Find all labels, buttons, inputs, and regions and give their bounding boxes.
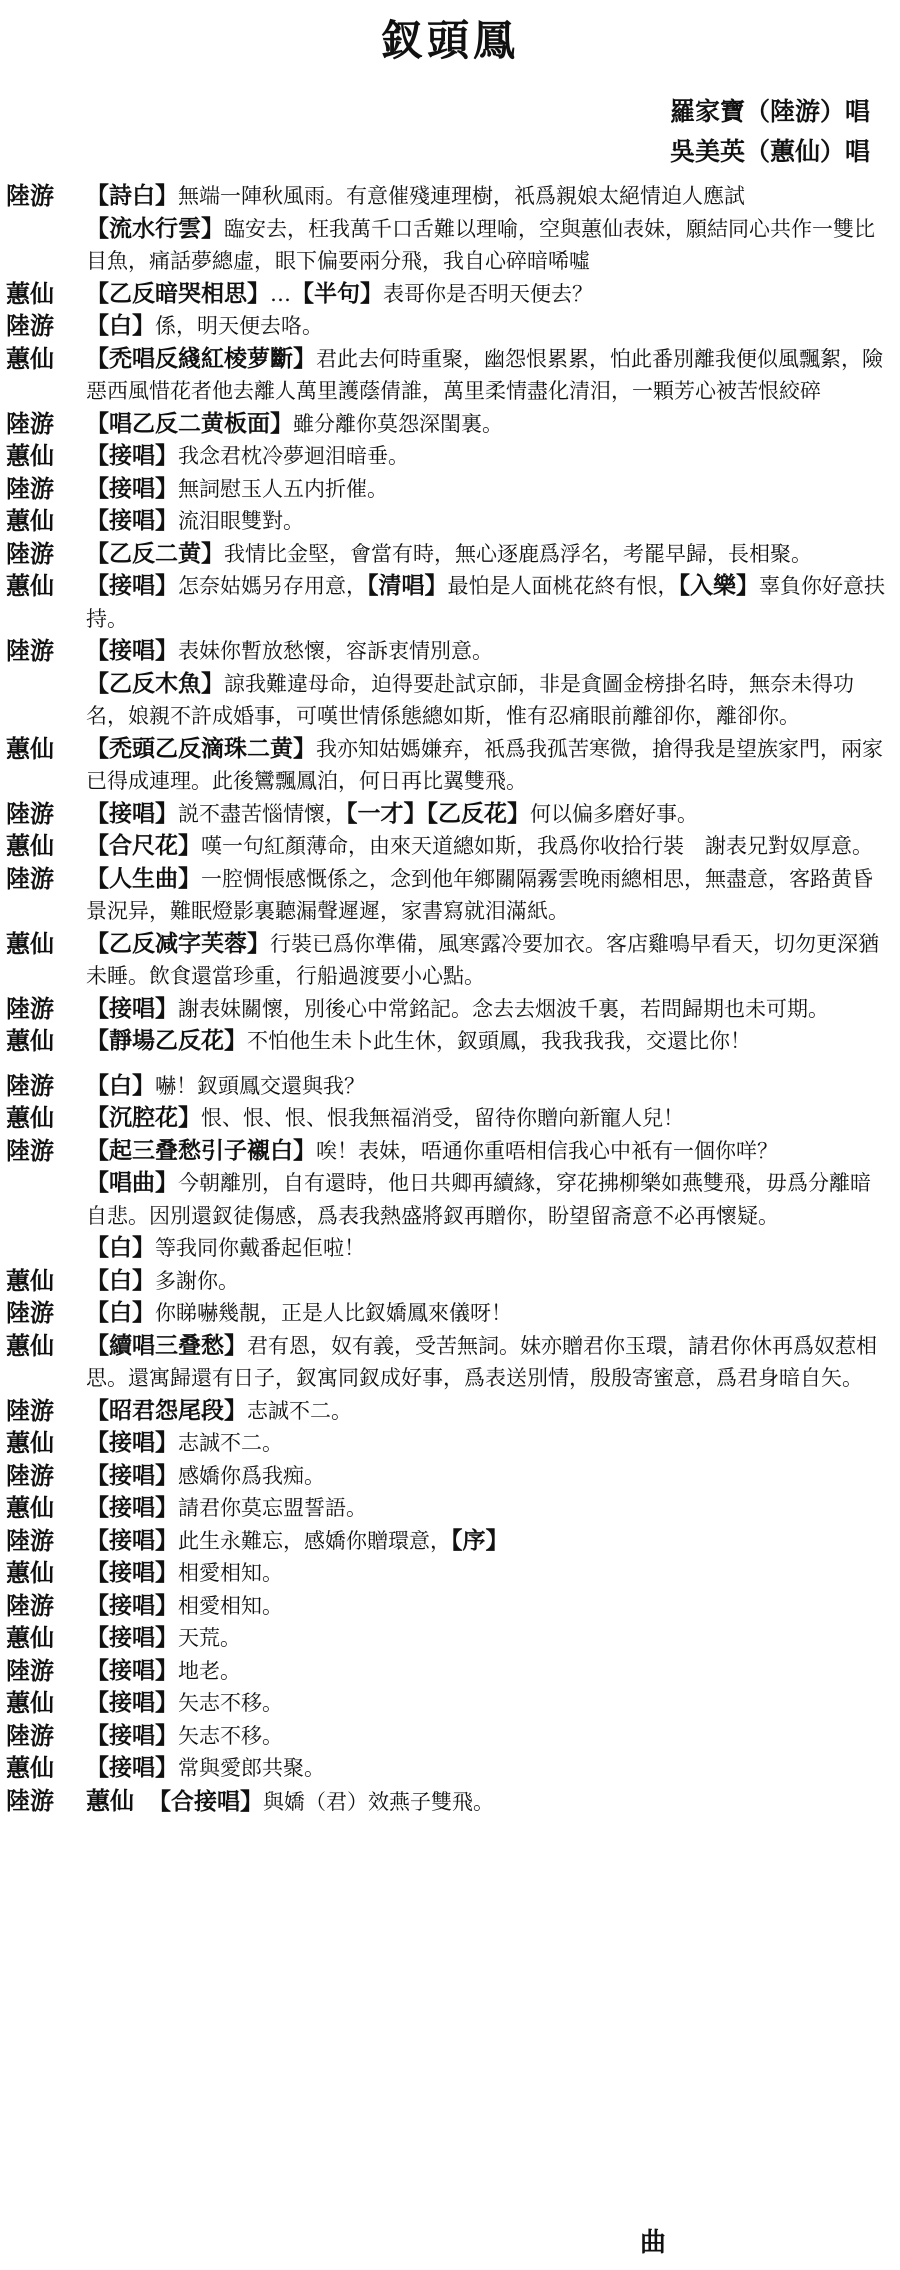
speaker-name: 蕙仙 xyxy=(6,506,54,535)
tune-tag: 【接唱】 xyxy=(86,1624,178,1651)
line-body xyxy=(86,1102,890,1135)
tune-tag: 【接唱】 xyxy=(86,1721,178,1749)
lyric-text: 與嬌（君）效燕子雙飛。 xyxy=(263,1789,494,1814)
speaker-name: 陸游 xyxy=(6,1298,54,1327)
tune-tag: 【一才】 xyxy=(346,799,427,827)
speaker-name: 陸游 xyxy=(6,1135,54,1165)
speaker-name: 陸游 xyxy=(6,473,54,503)
script-line xyxy=(6,538,890,571)
lyric-text: 你睇嚇幾靚，正是人比釵嬌鳳來儀呀！ xyxy=(155,1301,512,1325)
speaker-name: 蕙仙 xyxy=(6,1428,54,1457)
script-body xyxy=(6,180,890,1818)
lyric-text: 無詞慰玉人五内折催。 xyxy=(178,476,388,501)
tune-tag: 【接唱】 xyxy=(86,1689,178,1716)
lyric-text: 地老。 xyxy=(178,1658,241,1683)
line-body xyxy=(86,1590,890,1623)
script-line xyxy=(6,1720,890,1753)
line-body xyxy=(86,1427,890,1460)
lyric-text: 常與愛郎共聚。 xyxy=(178,1756,325,1780)
tune-tag: 【乙反木魚】 xyxy=(86,669,224,697)
credit-line: 吳美英（蕙仙）唱 xyxy=(669,137,870,166)
lyric-text: 矢志不移。 xyxy=(178,1723,283,1748)
line-body xyxy=(86,310,890,343)
lyric-text: 嚇！釵頭鳳交還與我？ xyxy=(155,1073,365,1098)
tune-tag: 【接唱】 xyxy=(86,994,178,1022)
page-title: 釵頭鳳 xyxy=(380,16,519,65)
tune-tag: 【唱曲】 xyxy=(86,1169,178,1196)
script-line xyxy=(6,180,890,213)
tune-tag: 【續唱三叠愁】 xyxy=(86,1331,247,1359)
tune-tag: 【起三叠愁引子襯白】 xyxy=(86,1136,316,1164)
line-body xyxy=(86,1752,890,1785)
speaker-name: 陸游 xyxy=(6,636,54,665)
tune-tag: 【接唱】 xyxy=(86,1461,178,1489)
line-body xyxy=(86,505,890,538)
lyric-text: 説不盡苦惱情懷， xyxy=(178,801,346,826)
speaker-name: 蕙仙 xyxy=(6,1103,54,1132)
line-body xyxy=(86,440,890,473)
script-line xyxy=(6,1687,890,1720)
tune-tag: 【接唱】 xyxy=(86,1754,178,1781)
speaker-name: 蕙仙 xyxy=(6,1688,54,1717)
tune-tag: 【乙反花】 xyxy=(426,799,530,827)
lyric-text: 請君你莫忘盟誓語。 xyxy=(178,1496,367,1520)
lyric-text: 君此去何時重聚，幽怨恨累累，怕此番別離我便似風飄絮，險惡西風惜花者他去離人萬里護蔭倩誰，萬里柔情盡化清泪，一顆芳心被苦恨絞碎 xyxy=(86,346,883,403)
lyric-text: 表哥你是否明天便去？ xyxy=(383,281,593,306)
line-body xyxy=(86,1492,890,1525)
line-body xyxy=(86,1025,890,1058)
tune-tag: 【白】 xyxy=(86,1071,155,1099)
tune-tag: 【白】 xyxy=(86,1299,155,1326)
tune-tag: 【接唱】 xyxy=(86,572,178,599)
line-body xyxy=(86,1720,890,1753)
speaker-name: 蕙仙 xyxy=(6,1265,54,1295)
tune-tag: 【接唱】 xyxy=(86,1429,178,1456)
speaker-name: 陸游 xyxy=(6,538,54,568)
script-line xyxy=(6,1167,890,1232)
line-body xyxy=(86,278,890,311)
tune-tag: 【接唱】 xyxy=(86,1494,178,1521)
speaker-name: 蕙仙 xyxy=(6,831,54,860)
script-line xyxy=(6,505,890,538)
tune-tag: 【入樂】 xyxy=(678,572,759,599)
line-body xyxy=(86,1395,890,1428)
speaker-name: 陸游 xyxy=(6,1525,54,1555)
lyric-text: 君有恩，奴有義，受苦無詞。妹亦贈君你玉環，請君你休再爲奴惹相思。還寓歸還有日子，釵寓同釵成好事，爲表送別情，殷殷寄蜜意，爲君身暗自矢。 xyxy=(86,1333,877,1390)
script-line xyxy=(6,440,890,473)
speaker-name: 陸游 xyxy=(6,408,54,438)
script-line xyxy=(6,1785,890,1819)
tune-tag: 【接唱】 xyxy=(86,1559,178,1586)
script-line xyxy=(6,570,890,635)
tune-tag: 【唱乙反二黄板面】 xyxy=(86,409,293,437)
speaker-name: 蕙仙 xyxy=(6,1026,54,1055)
tune-tag: 【清唱】 xyxy=(367,572,448,599)
lyric-text: 我念君枕冷夢迴泪暗垂。 xyxy=(178,444,409,468)
tune-tag: 【接唱】 xyxy=(86,442,178,469)
script-line xyxy=(6,1525,890,1558)
speaker-name: 蕙仙 xyxy=(6,1623,54,1652)
lyric-text: 無端一陣秋風雨。有意催殘連理樹，祇爲親娘太絕情迫人應試 xyxy=(178,184,745,208)
script-line xyxy=(6,668,890,733)
script-line xyxy=(6,928,890,993)
tune-tag: 【合接唱】 xyxy=(148,1787,263,1815)
speaker-name: 陸游 xyxy=(6,1720,54,1750)
lyric-text: 嘆一句紅顏薄命，由來天道總如斯，我爲你收拾行裝 謝表兄對奴厚意。 xyxy=(201,834,873,858)
script-line xyxy=(6,993,890,1026)
tune-tag: 【禿頭乙反滴珠二黄】 xyxy=(86,734,316,762)
line-body xyxy=(86,668,890,733)
line-body xyxy=(86,473,890,506)
script-line xyxy=(6,1025,890,1058)
tune-tag: 【接唱】 xyxy=(86,474,178,502)
script-line xyxy=(6,1622,890,1655)
script-line xyxy=(6,408,890,441)
tune-tag: 【沉腔花】 xyxy=(86,1104,201,1131)
lyric-text: 今朝離別，自有還時，他日共卿再續緣，穿花拂柳樂如燕雙飛，毋爲分離暗自悲。因別還釵徒傷感，爲表我熱盛將釵再贈你，盼望留斋意不必再懷疑。 xyxy=(86,1171,871,1228)
credits-block xyxy=(670,92,870,172)
script-line xyxy=(6,863,890,928)
speaker-name: 蕙仙 xyxy=(6,571,54,600)
line-body xyxy=(86,538,890,571)
line-body xyxy=(86,1622,890,1655)
lyric-text: 謝表妹關懷，別後心中常銘記。念去去烟波千裏，若問歸期也未可期。 xyxy=(178,996,829,1021)
speaker-name: 蕙仙 xyxy=(6,1558,54,1587)
speaker-name: 蕙仙 xyxy=(6,441,54,470)
script-line xyxy=(6,1297,890,1330)
line-body xyxy=(86,570,890,635)
line-body xyxy=(86,1655,890,1688)
speaker-name: 陸游 xyxy=(6,1395,54,1425)
line-body xyxy=(86,408,890,441)
script-line xyxy=(6,798,890,831)
tune-tag: 【接唱】 xyxy=(86,637,178,664)
line-body xyxy=(86,1525,890,1558)
tune-tag: 【序】 xyxy=(451,1526,509,1554)
speaker-name: 蕙仙 xyxy=(6,343,54,373)
line-body xyxy=(86,1687,890,1720)
speaker-name: 陸游 xyxy=(6,863,54,893)
script-line xyxy=(6,473,890,506)
tune-tag: 【禿唱反綫紅棱萝斷】 xyxy=(86,344,316,372)
speaker-name: 陸游 xyxy=(6,1460,54,1490)
line-body xyxy=(86,830,890,863)
script-line xyxy=(6,1102,890,1135)
speaker-name: 陸游 xyxy=(6,1070,54,1100)
script-line xyxy=(6,1557,890,1590)
lyric-text: 表妹你暫放愁懷，容訴衷情別意。 xyxy=(178,639,493,663)
tune-tag: 【乙反暗哭相思】 xyxy=(86,279,270,307)
lyric-text: 一腔惆悵感慨係之，念到他年鄉關隔霧雲晚雨總相思，無盡意，客路黄昏景況异，難眠燈影裏聽漏聲遲遲，家書寫就泪滿紙。 xyxy=(86,866,873,923)
script-line xyxy=(6,1395,890,1428)
script-line xyxy=(6,830,890,863)
line-body xyxy=(86,213,890,278)
lyric-text: 我情比金堅，會當有時，無心逐鹿爲浮名，考罷早歸，長相聚。 xyxy=(224,541,812,566)
speaker-name: 陸游 xyxy=(6,181,54,210)
line-body xyxy=(86,1557,890,1590)
tune-tag: 【接唱】 xyxy=(86,507,178,534)
tune-tag: 【乙反二黄】 xyxy=(86,539,224,567)
lyric-text: 多謝你。 xyxy=(155,1268,239,1293)
line-body xyxy=(86,1167,890,1232)
speaker-name: 蕙仙 xyxy=(6,733,54,763)
line-body xyxy=(86,1297,890,1330)
lyric-text: 諒我難違母命，迫得要赴試京師，非是貪圖金榜掛名時，無奈未得功名，娘親不許成婚事，可嘆世情係態總如斯，惟有忍痛眼前離卻你，離卻你。 xyxy=(86,671,854,728)
script-line xyxy=(6,1070,890,1103)
lyric-text: 係，明天便去咯。 xyxy=(155,314,323,338)
script-line xyxy=(6,1655,890,1688)
tune-tag: 【接唱】 xyxy=(86,1591,178,1619)
lyric-text: 行裝已爲你準備，風寒露冷要加衣。客店雞鳴早看天，切勿更深猶未睡。飲食還當珍重，行船過渡要小心點。 xyxy=(86,931,879,988)
speaker-name: 陸游 xyxy=(6,311,54,340)
tune-tag: 【接唱】 xyxy=(86,1656,178,1684)
line-body xyxy=(86,1460,890,1493)
line-body xyxy=(86,1265,890,1298)
speaker-name: 陸游 xyxy=(6,798,54,828)
lyric-text: 怎奈姑媽另存用意， xyxy=(178,574,367,598)
line-body xyxy=(86,1330,890,1395)
speaker-name: 陸游 xyxy=(6,993,54,1023)
script-line xyxy=(6,733,890,798)
tune-tag: 【昭君怨尾段】 xyxy=(86,1396,247,1424)
line-body xyxy=(86,863,890,928)
tune-tag: 【人生曲】 xyxy=(86,864,201,892)
speaker-name: 蕙仙 xyxy=(6,928,54,958)
lyric-text: 天荒。 xyxy=(178,1626,241,1650)
tune-tag: 【白】 xyxy=(86,1234,155,1261)
script-line xyxy=(6,310,890,343)
tune-tag: 【詩白】 xyxy=(86,182,178,209)
line-body xyxy=(86,733,890,798)
lyric-text: … xyxy=(270,281,291,306)
lyric-text: 感嬌你爲我痴。 xyxy=(178,1463,325,1488)
script-line xyxy=(6,278,890,311)
lyric-text: 志誠不二。 xyxy=(178,1431,283,1455)
tune-tag: 【乙反减字芙蓉】 xyxy=(86,929,270,957)
speaker-name: 陸游 xyxy=(6,1655,54,1685)
speaker-name: 蕙仙 xyxy=(6,1330,54,1360)
speaker-name-secondary: 蕙仙 xyxy=(86,1785,134,1815)
script-line xyxy=(6,1460,890,1493)
script-line xyxy=(6,1590,890,1623)
lyric-text: 志誠不二。 xyxy=(247,1398,352,1423)
lyric-text: 臨安去，枉我萬千口舌難以理喻，空與蕙仙表妹，願結同心共作一雙比目魚，痛話夢總虛，眼下偏要兩分飛，我自心碎暗唏噓 xyxy=(86,216,875,273)
tune-tag: 【白】 xyxy=(86,312,155,339)
lyric-text: 我亦知姑媽嫌弃，祇爲我孤苦寒微，搶得我是望族家門，兩家已得成連理。此後鸞飄鳳泊，何日再比翼雙飛。 xyxy=(86,736,883,793)
speaker-name: 蕙仙 xyxy=(6,278,54,308)
lyric-text: 矢志不移。 xyxy=(178,1691,283,1715)
line-body xyxy=(86,798,890,831)
lyric-text: 辜負你好意扶持。 xyxy=(86,574,885,631)
tune-tag: 【半句】 xyxy=(291,279,383,307)
lyric-text: 相愛相知。 xyxy=(178,1561,283,1585)
lyric-text: 不怕他生未卜此生休，釵頭鳳，我我我我，交還比你！ xyxy=(247,1029,751,1053)
line-body xyxy=(86,343,890,408)
script-line xyxy=(6,1135,890,1168)
tune-tag: 【流水行雲】 xyxy=(86,214,224,242)
footer-mark: 曲 xyxy=(640,2228,667,2258)
line-body xyxy=(86,635,890,668)
lyric-text: 何以偏多磨好事。 xyxy=(530,801,698,826)
tune-tag: 【接唱】 xyxy=(86,799,178,827)
line-body xyxy=(86,1785,890,1819)
lyric-text: 等我同你戴番起佢啦！ xyxy=(155,1236,365,1260)
speaker-name: 陸游 xyxy=(6,1785,54,1815)
script-line xyxy=(6,1492,890,1525)
script-line xyxy=(6,213,890,278)
tune-tag: 【白】 xyxy=(86,1266,155,1294)
line-body xyxy=(86,1135,890,1168)
lyric-text: 此生永難忘，感嬌你贈環意， xyxy=(178,1528,451,1553)
tune-tag: 【接唱】 xyxy=(86,1526,178,1554)
speaker-name: 蕙仙 xyxy=(6,1493,54,1522)
line-body xyxy=(86,993,890,1026)
line-body xyxy=(86,180,890,213)
lyric-text: 唉！表妹，唔通你重唔相信我心中衹有一個你咩？ xyxy=(316,1138,778,1163)
script-line xyxy=(6,635,890,668)
speaker-name: 蕙仙 xyxy=(6,1753,54,1782)
credit-line: 羅家寶（陸游）唱 xyxy=(669,97,870,126)
line-body xyxy=(86,1070,890,1103)
script-line xyxy=(6,1265,890,1298)
script-line xyxy=(6,1330,890,1395)
script-line xyxy=(6,1752,890,1785)
tune-tag: 【靜場乙反花】 xyxy=(86,1027,247,1054)
script-line xyxy=(6,343,890,408)
line-body xyxy=(86,928,890,993)
script-line xyxy=(6,1232,890,1265)
script-line xyxy=(6,1427,890,1460)
lyric-text: 相愛相知。 xyxy=(178,1593,283,1618)
speaker-name: 陸游 xyxy=(6,1590,54,1620)
tune-tag: 【合尺花】 xyxy=(86,832,201,859)
line-body xyxy=(86,1232,890,1265)
lyric-text: 恨、恨、恨、恨我無福消受，留待你贈向新寵人兒！ xyxy=(201,1106,684,1130)
lyric-text: 雖分離你莫怨深閨裏。 xyxy=(293,411,503,436)
lyric-text: 最怕是人面桃花終有恨， xyxy=(447,574,679,598)
lyric-text: 流泪眼雙對。 xyxy=(178,509,304,533)
